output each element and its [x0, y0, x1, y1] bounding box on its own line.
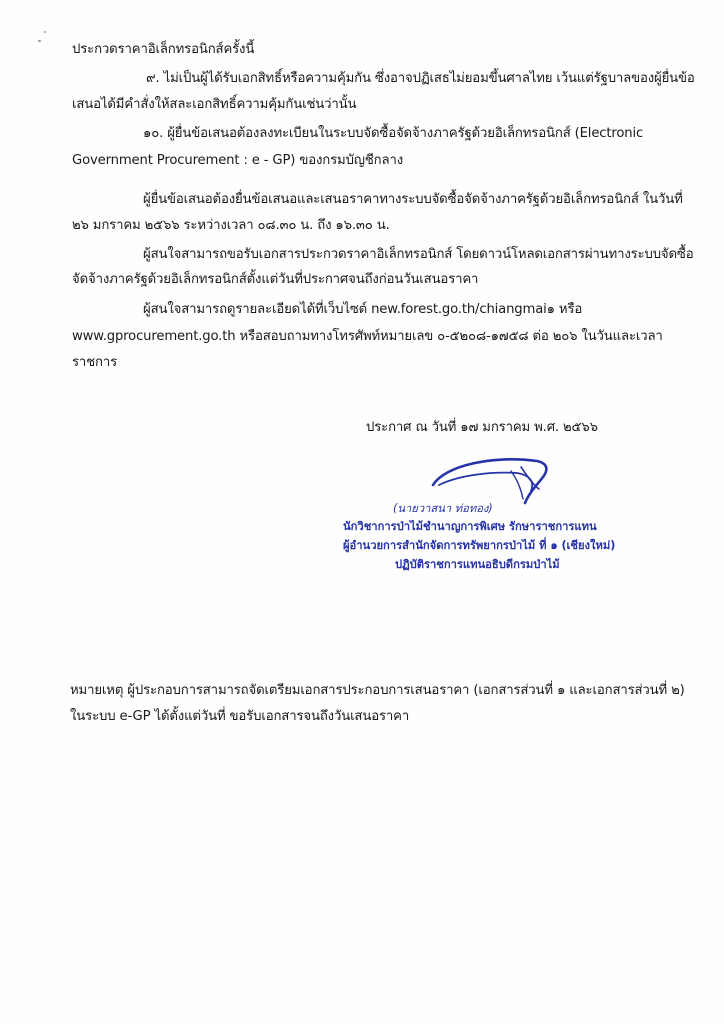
note-line2: ในระบบ e-GP ได้ตั้งแต่วันที่ ขอรับเอกสารจนถึงวันเสนอราคา [70, 709, 410, 724]
signatory-position-1: นักวิชาการป่าไม้ชำนาญการพิเศษ รักษาราชการแทน [343, 520, 597, 533]
announcement-date: ประกาศ ณ วันที่ ๑๗ มกราคม พ.ศ. ๒๕๖๖ [366, 420, 598, 435]
intro-line: ประกวดราคาอิเล็กทรอนิกส์ครั้งนี้ [72, 42, 255, 57]
item9-line1: ๙. ไม่เป็นผู้ได้รับเอกสิทธิ์หรือความคุ้มกัน ซึ่งอาจปฏิเสธไม่ยอมขึ้นศาลไทย เว้นแต่รัฐบาลของผู้ยื่นข้อ [146, 71, 695, 86]
scan-speck [44, 31, 46, 33]
item10-line2: Government Procurement : e - GP) ของกรมบัญชีกลาง [72, 153, 403, 168]
para1-line2: ๒๖ มกราคม ๒๕๖๖ ระหว่างเวลา ๐๘.๓๐ น. ถึง ๑๖.๓๐ น. [72, 218, 390, 233]
para3-line2: www.gprocurement.go.th หรือสอบถามทางโทรศัพท์หมายเลข ๐-๕๒๐๘-๑๗๕๘ ต่อ ๒๐๖ ในวันและเวลา [72, 329, 663, 344]
signatory-position-3: ปฏิบัติราชการแทนอธิบดีกรมป่าไม้ [395, 558, 560, 571]
item10-line1: ๑๐. ผู้ยื่นข้อเสนอต้องลงทะเบียนในระบบจัดซื้อจัดจ้างภาครัฐด้วยอิเล็กทรอนิกส์ (Electronic [143, 126, 644, 141]
scan-speck [38, 40, 41, 42]
para1-line1: ผู้ยื่นข้อเสนอต้องยื่นข้อเสนอและเสนอราคาทางระบบจัดซื้อจัดจ้างภาครัฐด้วยอิเล็กทรอนิกส์ ในวันที่ [143, 192, 683, 207]
item9-line2: เสนอได้มีคำสั่งให้สละเอกสิทธิ์ความคุ้มกันเช่นว่านั้น [72, 97, 357, 112]
signatory-position-2: ผู้อำนวยการสำนักจัดการทรัพยากรป่าไม้ ที่ ๑ (เชียงใหม่) [343, 539, 616, 552]
note-line1: หมายเหตุ ผู้ประกอบการสามารถจัดเตรียมเอกสารประกอบการเสนอราคา (เอกสารส่วนที่ ๑ และเอกสารส่วนที่ ๒) [70, 683, 685, 698]
para3-line1: ผู้สนใจสามารถดูรายละเอียดได้ที่เว็บไซต์ new.forest.go.th/chiangmai๑ หรือ [143, 302, 583, 317]
para3-line3: ราชการ [72, 355, 118, 370]
signatory-name: (นายวาสนา ท่อทอง) [393, 502, 493, 515]
para2-line2: จัดจ้างภาครัฐด้วยอิเล็กทรอนิกส์ตั้งแต่วันที่ประกาศจนถึงก่อนวันเสนอราคา [72, 272, 479, 287]
para2-line1: ผู้สนใจสามารถขอรับเอกสารประกวดราคาอิเล็กทรอนิกส์ โดยดาวน์โหลดเอกสารผ่านทางระบบจัดซื้อ [143, 247, 694, 262]
